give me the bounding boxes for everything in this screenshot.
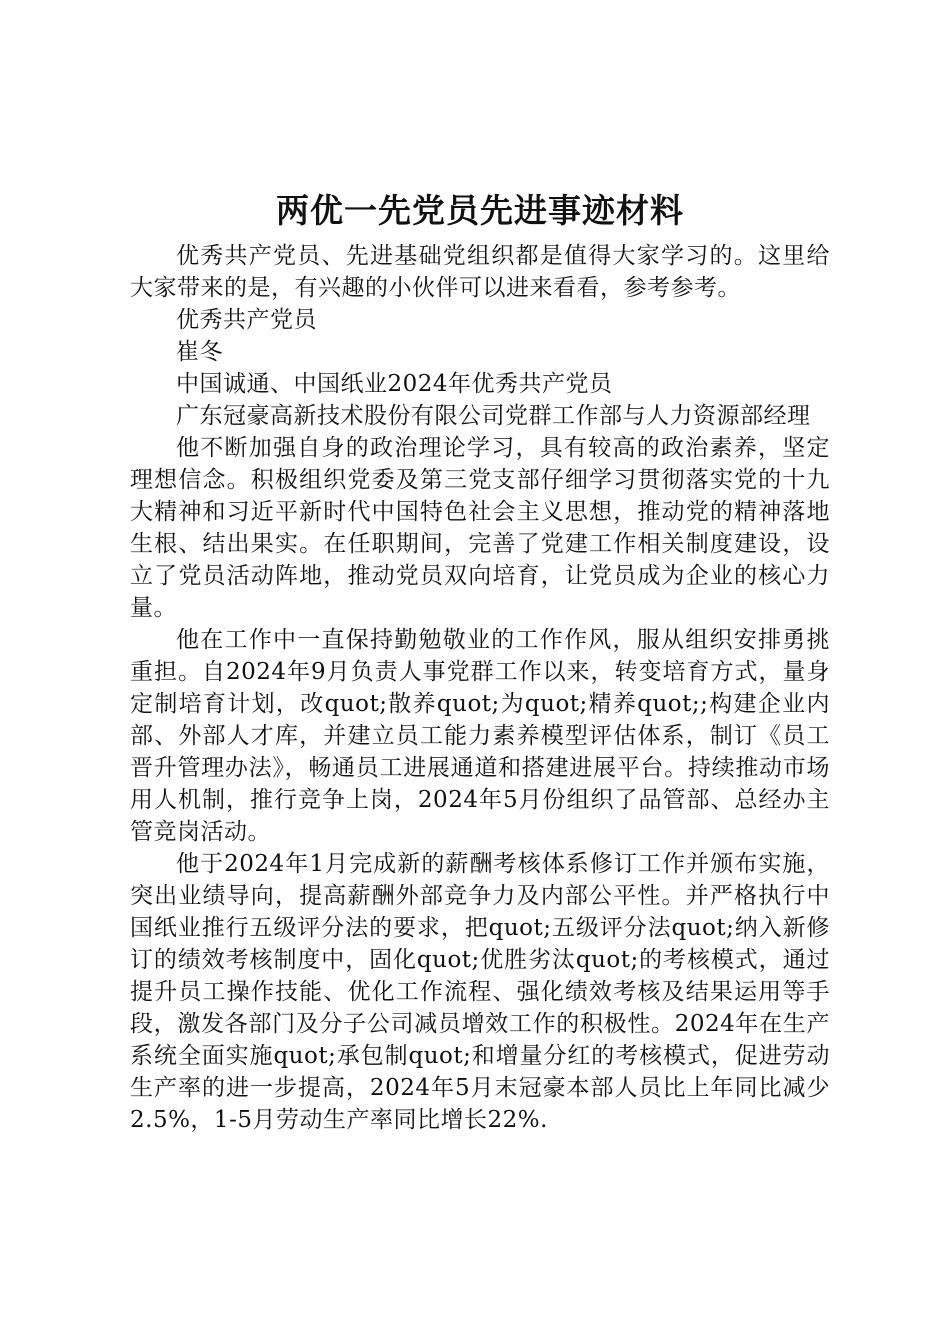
person-name: 崔冬 [176, 339, 223, 365]
body-paragraph-3: 他于2024年1月完成新的薪酬考核体系修订工作并颁布实施，突出业绩导向，提高薪酬外部竞争力及内部公平性。并严格执行中国纸业推行五级评分法的要求，把quot;五级评分法quot;纳入新修订的绩效考核制度中，固化quot;优胜劣汰quot;的考核模式，通过提升员工操作技能、优化工作流程、强化绩效考核及结果运用等手段，激发各部门及分子公司减员增效工作的积极性。2024年在生产系统全面实施quot;承包制quot;和增量分红的考核模式，促进劳动生产率的进一步提高，2024年5月末冠豪本部人员比上年同比减少2.5%，1-5月劳动生产率同比增长22%. [130, 851, 830, 1133]
body-paragraph-2: 他在工作中一直保持勤勉敬业的工作作风，服从组织安排勇挑重担。自2024年9月负责人事党群工作以来，转变培育方式，量身定制培育计划，改quot;散养quot;为quot;精养quot;;构建企业内部、外部人才库，并建立员工能力素养模型评估体系，制订《员工晋升管理办法》，畅通员工进展通道和搭建进展平台。持续推动市场用人机制，推行竞争上岗，2024年5月份组织了品管部、总经办主管竞岗活动。 [130, 627, 830, 845]
document-body [130, 186, 830, 1136]
document-title: 两优一先党员先进事迹材料 [276, 191, 684, 230]
award-heading: 优秀共产党员 [176, 307, 317, 333]
intro-paragraph: 优秀共产党员、先进基础党组织都是值得大家学习的。这里给大家带来的是，有兴趣的小伙伴可以进来看看，参考参考。 [130, 243, 830, 301]
honor-line: 中国诚通、中国纸业2024年优秀共产党员 [176, 371, 613, 397]
position-line: 广东冠豪高新技术股份有限公司党群工作部与人力资源部经理 [176, 403, 811, 429]
body-paragraph-1: 他不断加强自身的政治理论学习，具有较高的政治素养，坚定理想信念。积极组织党委及第三党支部仔细学习贯彻落实党的十九大精神和习近平新时代中国特色社会主义思想，推动党的精神落地生根、结出果实。在任职期间，完善了党建工作相关制度建设，设立了党员活动阵地，推动党员双向培育，让党员成为企业的核心力量。 [130, 435, 830, 621]
